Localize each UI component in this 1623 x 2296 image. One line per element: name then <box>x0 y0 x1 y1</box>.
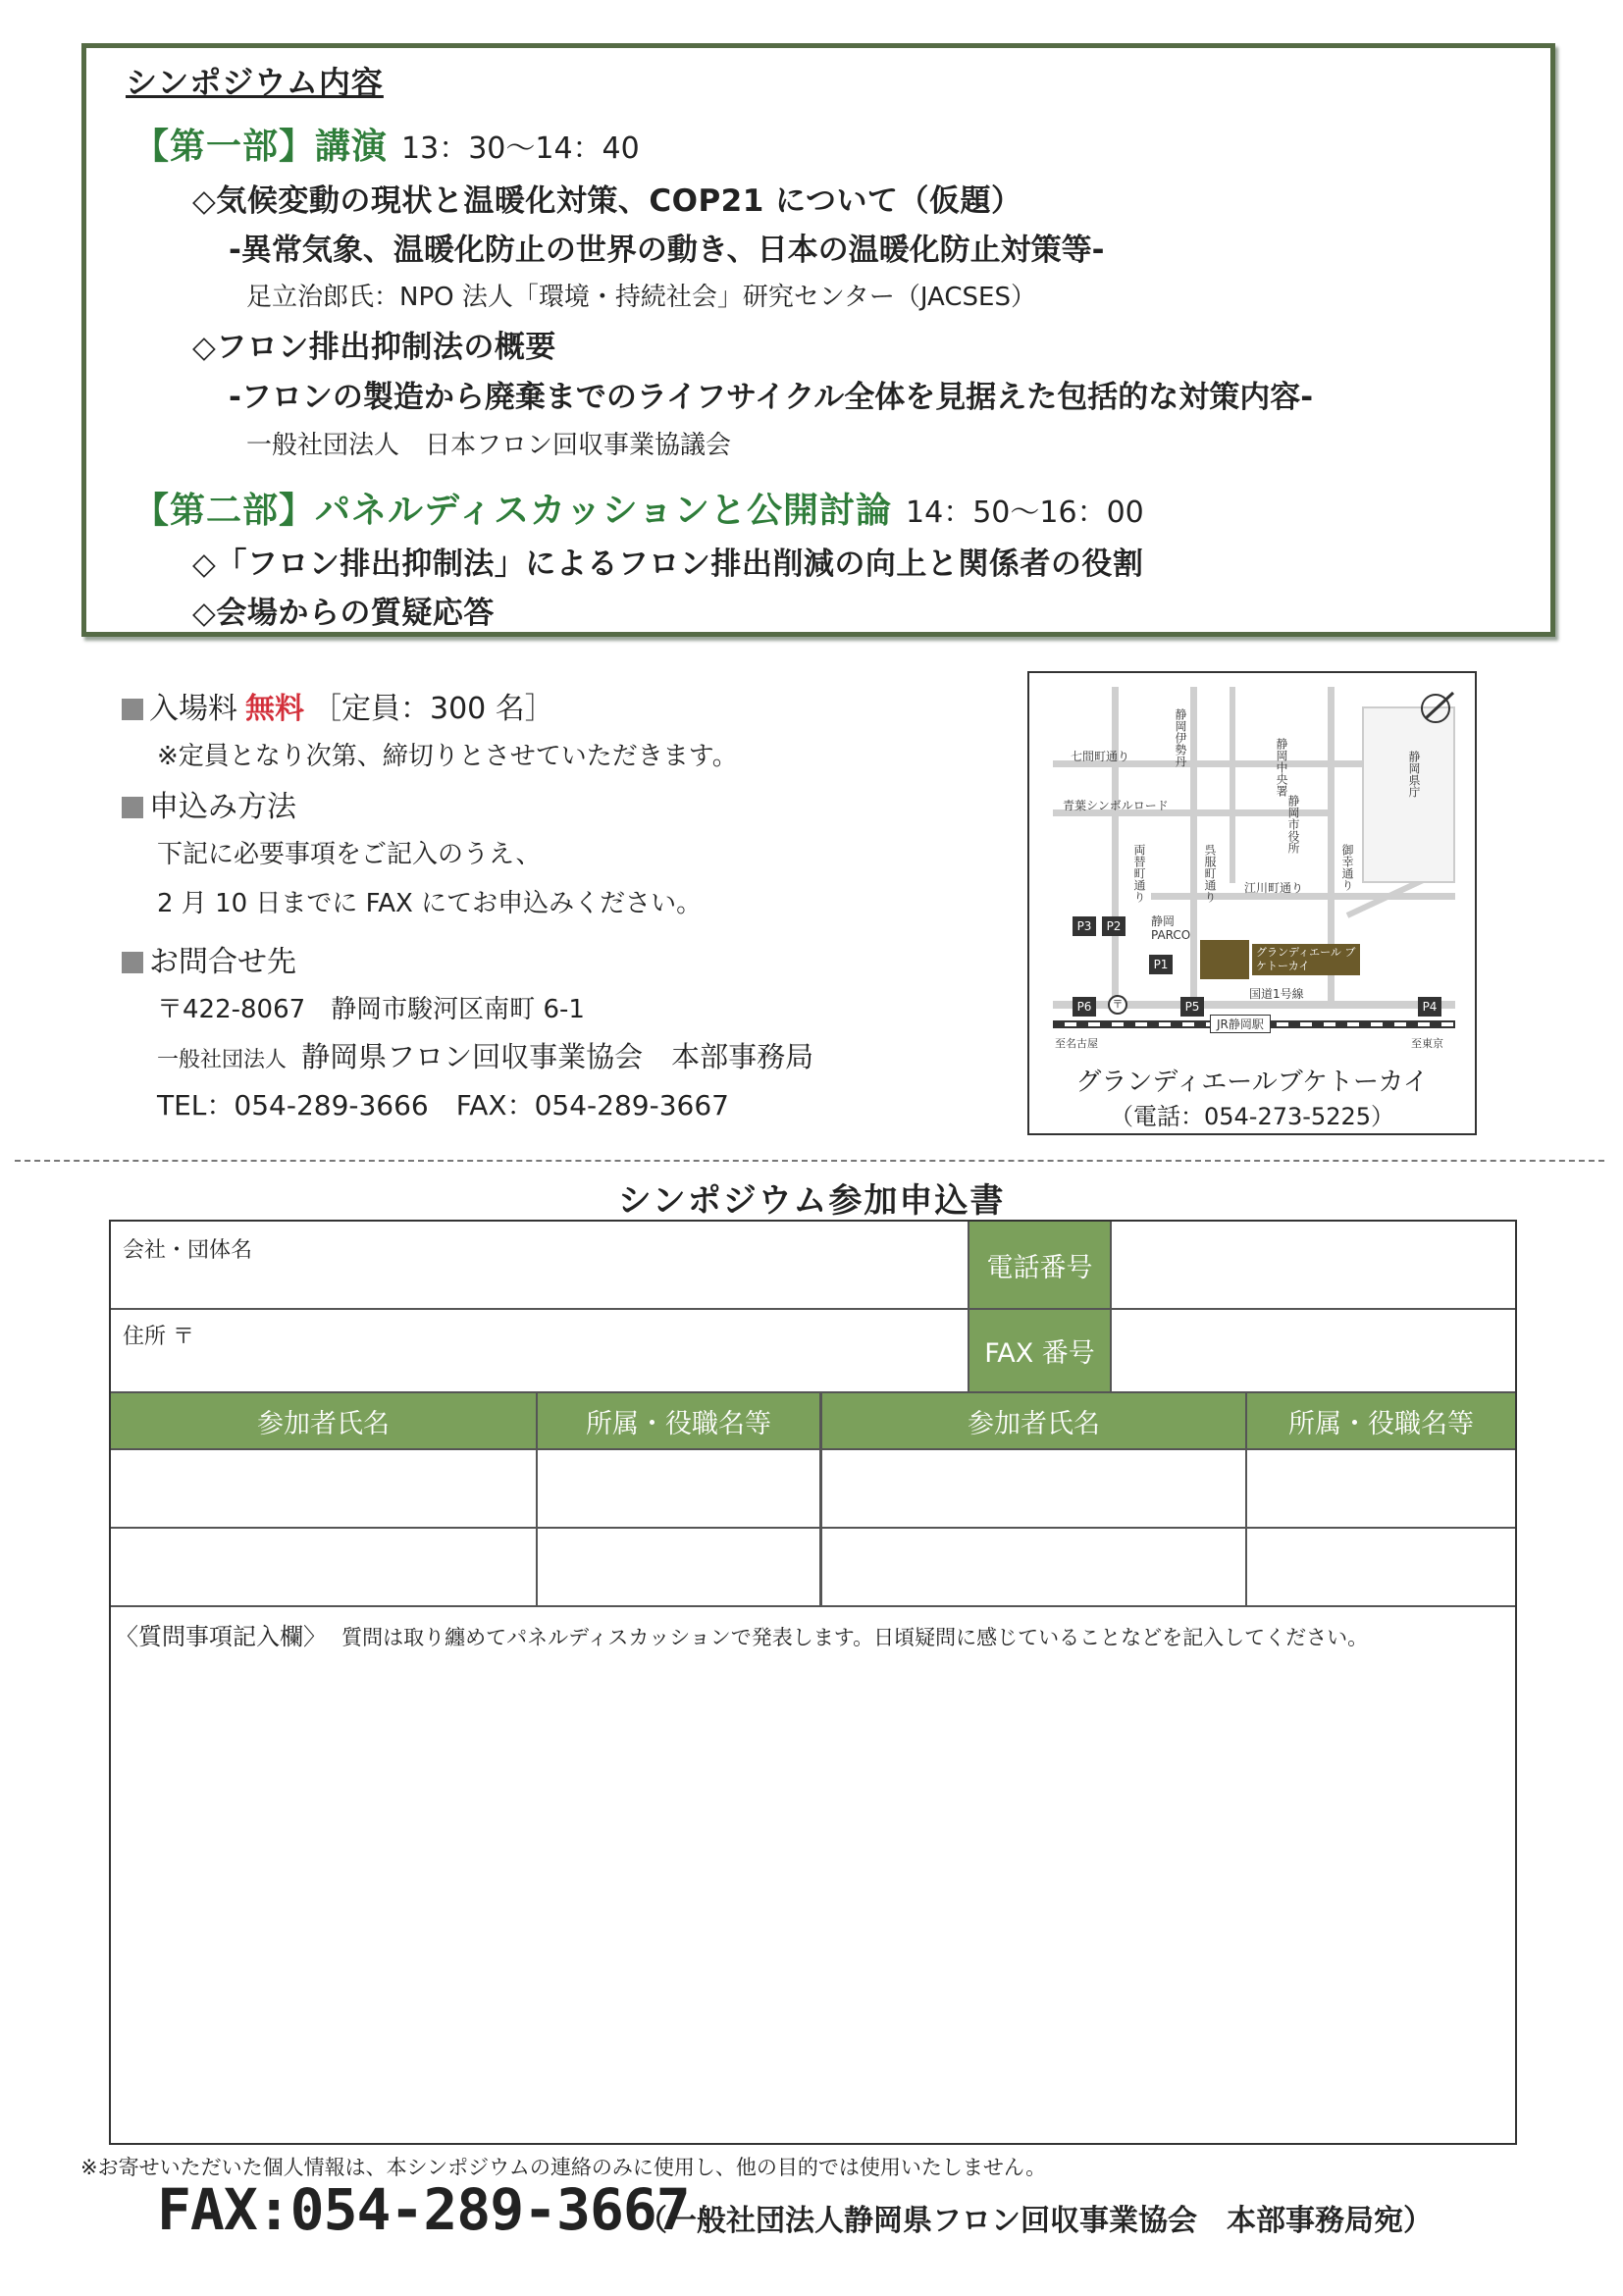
cut-line <box>15 1160 1604 1162</box>
participant-name-field[interactable] <box>822 1529 1247 1607</box>
contact-label: お問合せ先 <box>149 945 296 979</box>
parking-p6: P6 <box>1073 997 1096 1017</box>
bullet-square-icon <box>122 952 143 973</box>
participant-name-field[interactable] <box>111 1450 538 1529</box>
label-to-nagoya: 至名古屋 <box>1055 1037 1098 1050</box>
fax-number-large: FAX:054-289-3667 <box>157 2176 690 2243</box>
part1-item1-speaker: 足立治郎氏：NPO 法人「環境・持続社会」研究センター（JACSES） <box>246 283 1036 312</box>
label-ryogae: 両替町通り <box>1132 844 1146 903</box>
parking-p2: P2 <box>1102 916 1126 936</box>
part1-item2-subtitle: -フロンの製造から廃棄までのライフサイクル全体を見据えた包括的な対策内容- <box>229 380 1314 415</box>
parking-p3: P3 <box>1073 916 1096 936</box>
col-header-affiliation-left <box>538 1393 822 1450</box>
label-egawa: 江川町通り <box>1244 881 1304 895</box>
contact-address: 〒422-8067 静岡市駿河区南町 6-1 <box>157 995 585 1024</box>
part2-time: 14：50〜16：00 <box>906 496 1144 530</box>
privacy-note: ※お寄せいただいた個人情報は、本シンポジウムの連絡のみに使用し、他の目的では使用いたしません。 <box>80 2156 1047 2179</box>
fax-field[interactable] <box>1112 1310 1515 1393</box>
address-field[interactable] <box>111 1310 969 1393</box>
map-area <box>1053 687 1455 1050</box>
contact-tel-fax: TEL：054-289-3666 FAX：054-289-3667 <box>157 1089 729 1122</box>
label-route1: 国道1号線 <box>1249 987 1304 1001</box>
road-ryogae <box>1112 687 1119 1001</box>
fee-note: ※定員となり次第、締切りとさせていただきます。 <box>157 742 738 771</box>
question-field[interactable] <box>111 1607 1515 2143</box>
label-parco: 静岡PARCO <box>1151 914 1191 942</box>
symposium-content-box <box>81 43 1555 637</box>
participant-affiliation-field[interactable] <box>1247 1529 1515 1607</box>
label-nanamagai: 七間町通り <box>1071 750 1130 763</box>
fee-value: 無料 <box>245 692 304 726</box>
label-to-tokyo: 至東京 <box>1411 1037 1443 1050</box>
venue-map <box>1027 671 1477 1135</box>
form-title: シンポジウム参加申込書 <box>617 1181 1006 1221</box>
part2-title: 【第二部】パネルディスカッションと公開討論 <box>133 491 893 531</box>
label-gokou: 御幸通り <box>1340 844 1354 891</box>
compass-icon <box>1418 687 1457 726</box>
apply-line <box>122 782 296 825</box>
question-note: 質問は取り纏めてパネルディスカッションで発表します。日頃疑問に感じていることなどを記入してください。 <box>341 1626 1369 1649</box>
fax-destination: （一般社団法人静岡県フロン回収事業協会 本部事務局宛） <box>638 2204 1433 2238</box>
participant-name-field[interactable] <box>822 1450 1247 1529</box>
label-chuo-police: 静岡中央署 <box>1275 738 1288 797</box>
company-field[interactable] <box>111 1222 969 1310</box>
road-gofuku <box>1190 687 1197 1001</box>
label-gofuku: 呉服町通り <box>1203 844 1217 903</box>
col-name-label: 参加者氏名 <box>968 1408 1100 1439</box>
apply-line2: 2 月 10 日までに FAX にてお申込みください。 <box>157 889 703 918</box>
fax-label-cell <box>969 1310 1112 1393</box>
label-city-hall: 静岡市役所 <box>1286 795 1300 854</box>
part1-title: 【第一部】講演 <box>133 127 389 167</box>
part1-item1: ◇気候変動の現状と温暖化対策、COP21 について（仮題） <box>192 183 1022 219</box>
col-header-name-right <box>822 1393 1247 1450</box>
participant-affiliation-field[interactable] <box>538 1450 822 1529</box>
address-label: 住所 〒 <box>123 1325 194 1349</box>
fax-label: FAX 番号 <box>984 1338 1095 1369</box>
label-isetan: 静岡伊勢丹 <box>1174 708 1187 767</box>
venue-name: グランディエールブケトーカイ <box>1075 1068 1429 1097</box>
col-header-affiliation-right <box>1247 1393 1515 1450</box>
parking-p4: P4 <box>1418 997 1441 1017</box>
part1-time: 13：30〜14：40 <box>401 131 640 166</box>
bullet-square-icon <box>122 797 143 818</box>
phone-field[interactable] <box>1112 1222 1515 1310</box>
phone-label-cell <box>969 1222 1112 1310</box>
part1-heading <box>133 119 640 169</box>
apply-line1: 下記に必要事項をご記入のうえ、 <box>157 840 542 869</box>
org-prefix: 一般社団法人 <box>157 1048 288 1072</box>
fee-label: 入場料 <box>149 692 237 726</box>
parking-p1: P1 <box>1149 955 1173 974</box>
parking-p5: P5 <box>1180 997 1204 1017</box>
part1-item2-speaker: 一般社団法人 日本フロン回収事業協議会 <box>246 431 732 460</box>
venue-block <box>1200 940 1249 979</box>
company-label: 会社・団体名 <box>123 1238 253 1263</box>
part1-item2: ◇フロン排出抑制法の概要 <box>192 330 556 365</box>
participant-affiliation-field[interactable] <box>1247 1450 1515 1529</box>
label-venue: グランディエール ブケトーカイ <box>1252 944 1360 975</box>
part2-item1: ◇「フロン排出抑制法」によるフロン排出削減の向上と関係者の役割 <box>192 547 1144 582</box>
label-aoba: 青葉シンボルロード <box>1063 799 1169 812</box>
venue-phone: （電話：054-273-5225） <box>1109 1103 1394 1130</box>
post-office-icon: 〒 <box>1108 995 1127 1015</box>
org-name: 静岡県フロン回収事業協会 本部事務局 <box>301 1040 814 1073</box>
road-minor <box>1230 687 1235 883</box>
label-pref-office: 静岡県庁 <box>1407 751 1421 798</box>
symposium-heading: シンポジウム内容 <box>126 64 384 101</box>
bullet-square-icon <box>122 699 143 720</box>
question-header <box>115 1617 1368 1651</box>
participant-affiliation-field[interactable] <box>538 1529 822 1607</box>
question-label: 〈質問事項記入欄〉 <box>115 1623 327 1650</box>
part1-item1-subtitle: -異常気象、温暖化防止の世界の動き、日本の温暖化防止対策等- <box>229 233 1105 268</box>
label-station: JR静岡駅 <box>1210 1015 1271 1033</box>
part2-heading <box>133 483 1144 533</box>
phone-label: 電話番号 <box>986 1252 1093 1283</box>
col-affiliation-label: 所属・役職名等 <box>586 1408 771 1439</box>
contact-line <box>122 937 296 980</box>
col-affiliation-label: 所属・役職名等 <box>1288 1408 1474 1439</box>
fee-line <box>122 684 554 727</box>
contact-org <box>157 1035 813 1075</box>
col-name-label: 参加者氏名 <box>257 1408 390 1439</box>
capacity: ［定員：300 名］ <box>312 692 554 726</box>
part2-item2: ◇会場からの質疑応答 <box>192 596 495 631</box>
application-form <box>109 1220 1517 2145</box>
col-header-name-left <box>111 1393 538 1450</box>
participant-name-field[interactable] <box>111 1529 538 1607</box>
apply-label: 申込み方法 <box>149 790 296 824</box>
